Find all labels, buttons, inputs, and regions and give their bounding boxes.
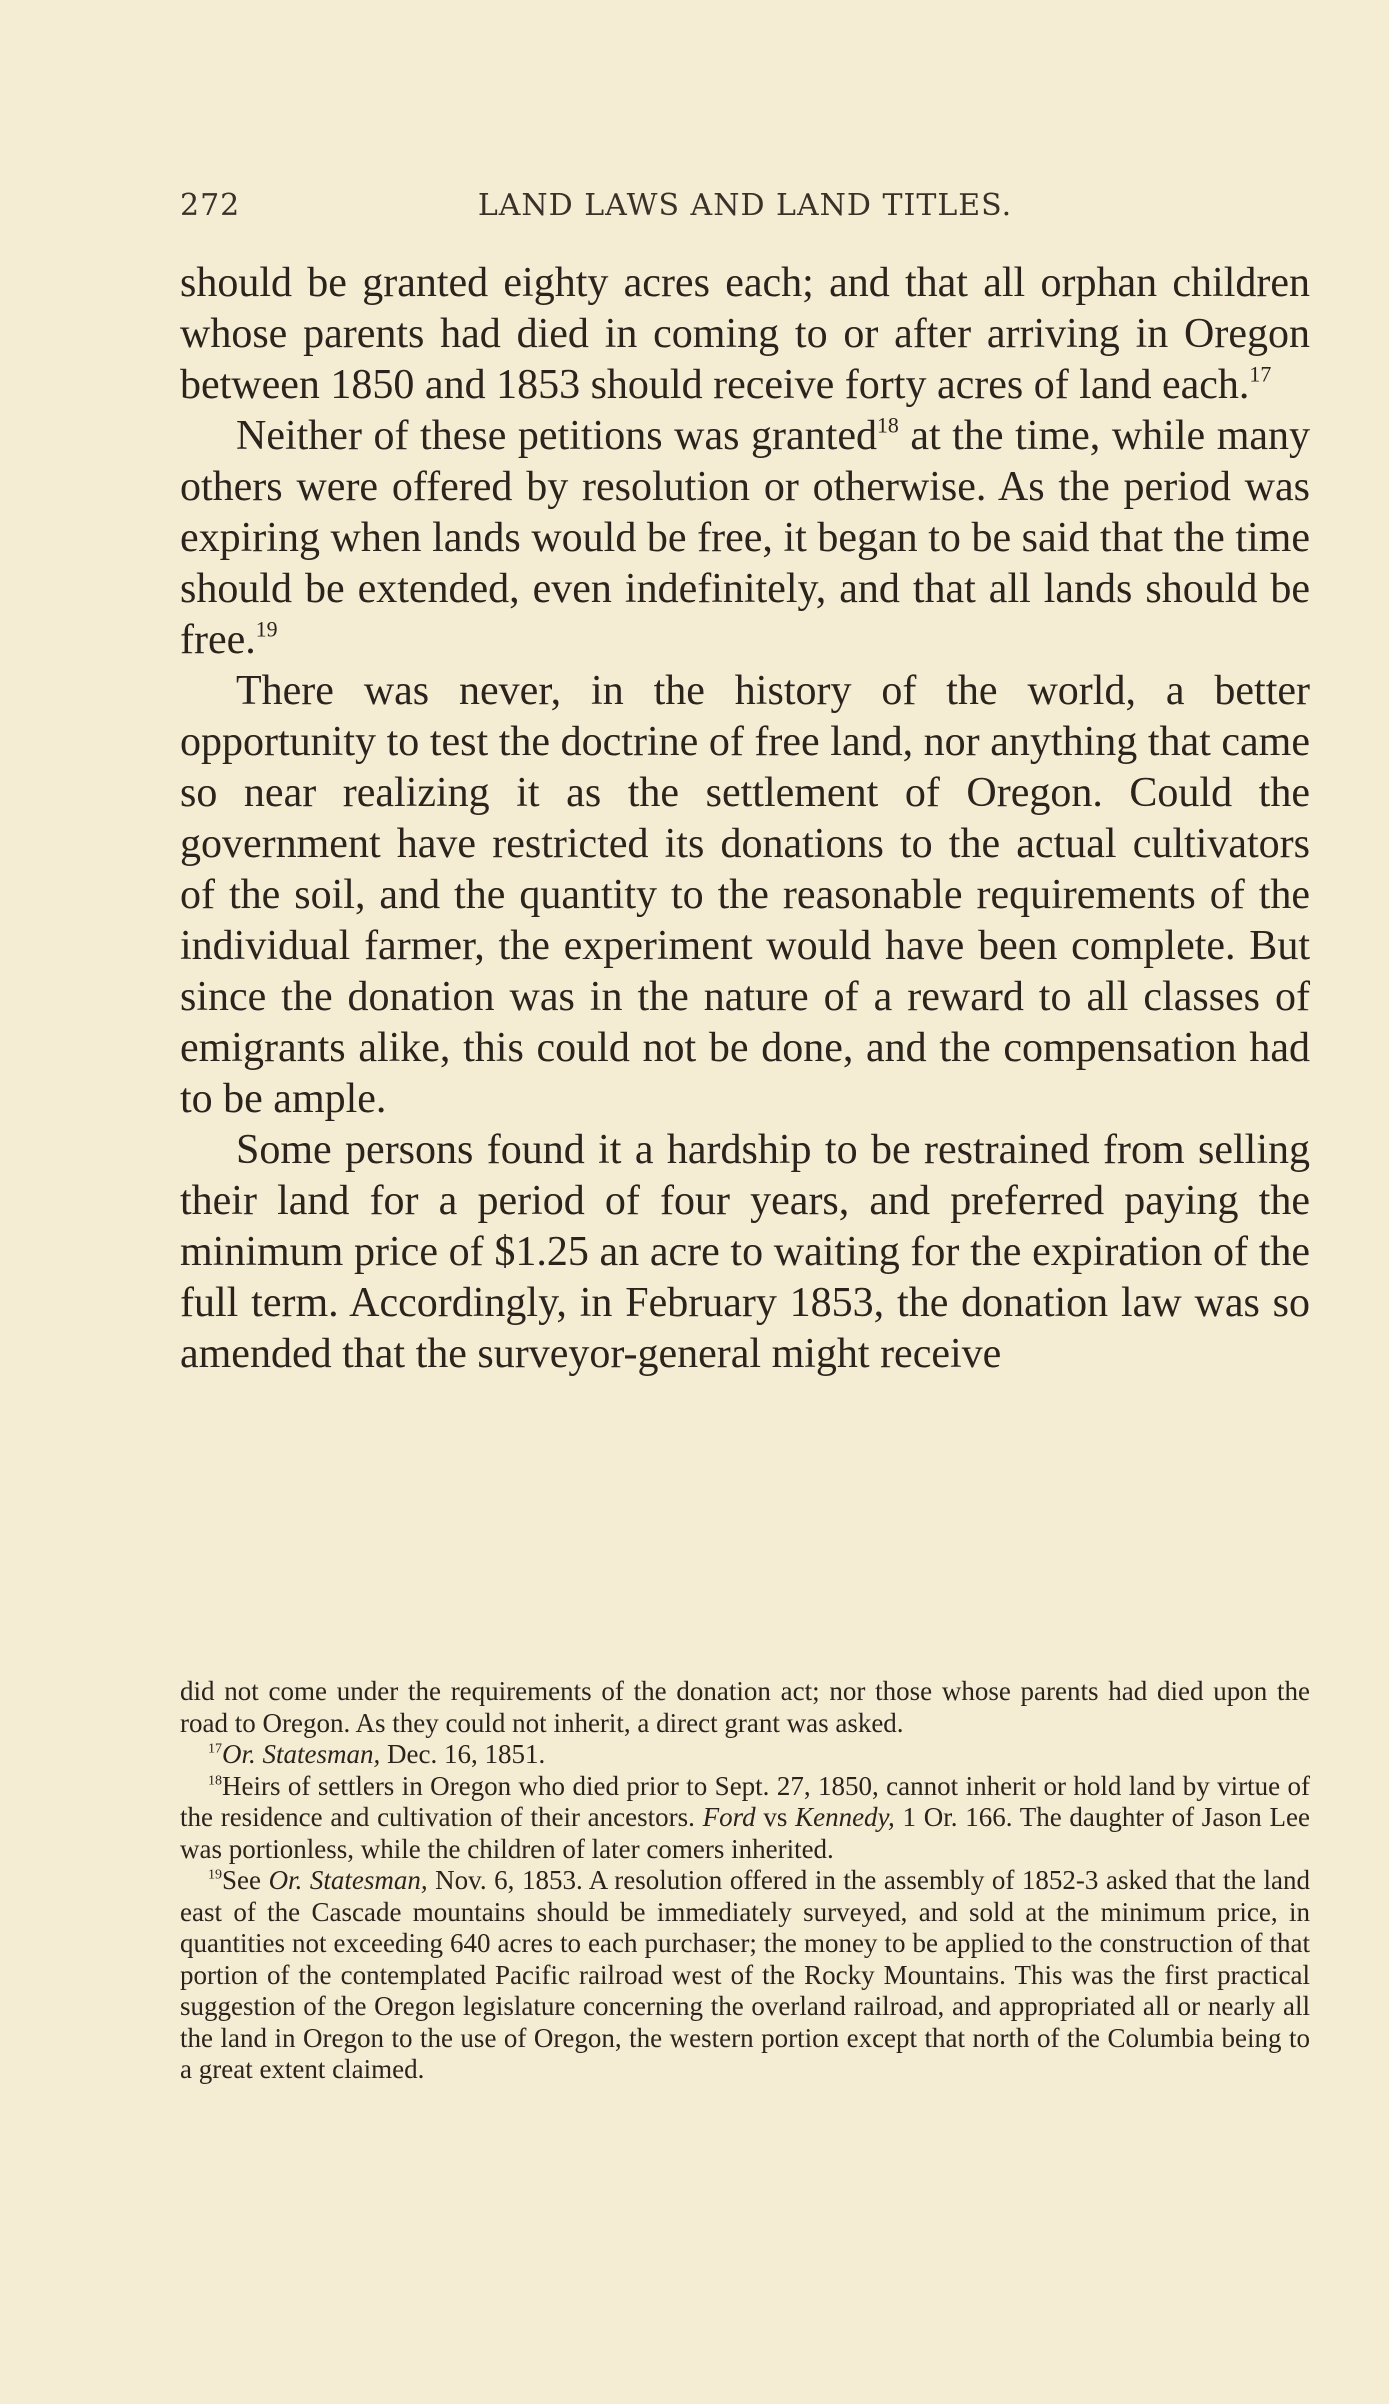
paragraph-3: There was never, in the history of the world, a better opportunity to test the doctrine of free land, nor anything that came so near realizing it as the settlement of Oregon. Could the government have restricted its donations to the actual cultivators of the soil, and the quantity to the reasonable requirements of the individual farmer, the experiment would have been complete. But since the donation was in the nature of a reward to all classes of emigrants alike, this could not be done, and the compensation had to be ample.	[180, 668, 1310, 1122]
body-text	[180, 258, 1310, 1380]
footnote-17: $^{17}$Or. Statesman, Dec. 16, 1851.	[208, 1739, 546, 1769]
footnote-ref-19: 19	[255, 617, 278, 642]
footnote-ref-17: 17	[1249, 362, 1272, 387]
footnote-19: $^{19}$See Or. Statesman, Nov. 6, 1853. A resolution offered in the assembly of 1852-3 asked that the land east of the Cascade mountains should be immediately surveyed, and sold at the minimum price, in quantities not exceeding 640 acres to each purchaser; the money to be applied to the construction of that portion of the contemplated Pacific railroad west of the Rocky Mountains. This was the first practical suggestion of the Oregon legislature concerning the overland railroad, and appropriated all or nearly all the land in Oregon to the use of Oregon, the western portion except that north of the Columbia being to a great extent claimed.	[180, 1865, 1311, 2084]
paragraph-4: Some persons found it a hardship to be restrained from selling their land for a period of four years, and preferred paying the minimum price of $1.25 an acre to waiting for the expiration of the full term. Accordingly, in February 1853, the donation law was so amended that the surveyor-general might receive	[180, 1127, 1310, 1377]
footnote-continuation: did not come under the requirements of the donation act; nor those whose parents had died upon the road to Oregon. As they could not inherit, a direct grant was asked.	[180, 1676, 1310, 1738]
footnote-18: $^{18}$Heirs of settlers in Oregon who died prior to Sept. 27, 1850, cannot inherit or hold land by virtue of the residence and cultivation of their ancestors. Ford vs Kennedy, 1 Or. 166. The daughter of Jason Lee was portionless, while the children of later comers inherited.	[180, 1770, 1310, 1864]
footnote-ref-18: 18	[876, 413, 899, 438]
running-title: LAND LAWS AND LAND TITLES.	[477, 188, 1013, 223]
footnotes	[180, 1676, 1310, 2086]
page-number: 272	[180, 188, 241, 223]
paragraph-2: Neither of these petitions was granted$^{18}$ at the time, while many others were offered by resolution or otherwise. As the period was expiring when lands would be free, it began to be said that the time should be extended, even indefinitely, and that all lands should be free.$^{19}$	[180, 413, 1311, 663]
paragraph-1: should be granted eighty acres each; and that all orphan children whose parents had died in coming to or after arriving in Oregon between 1850 and 1853 should receive forty acres of land each.$^{17}$	[180, 260, 1310, 408]
